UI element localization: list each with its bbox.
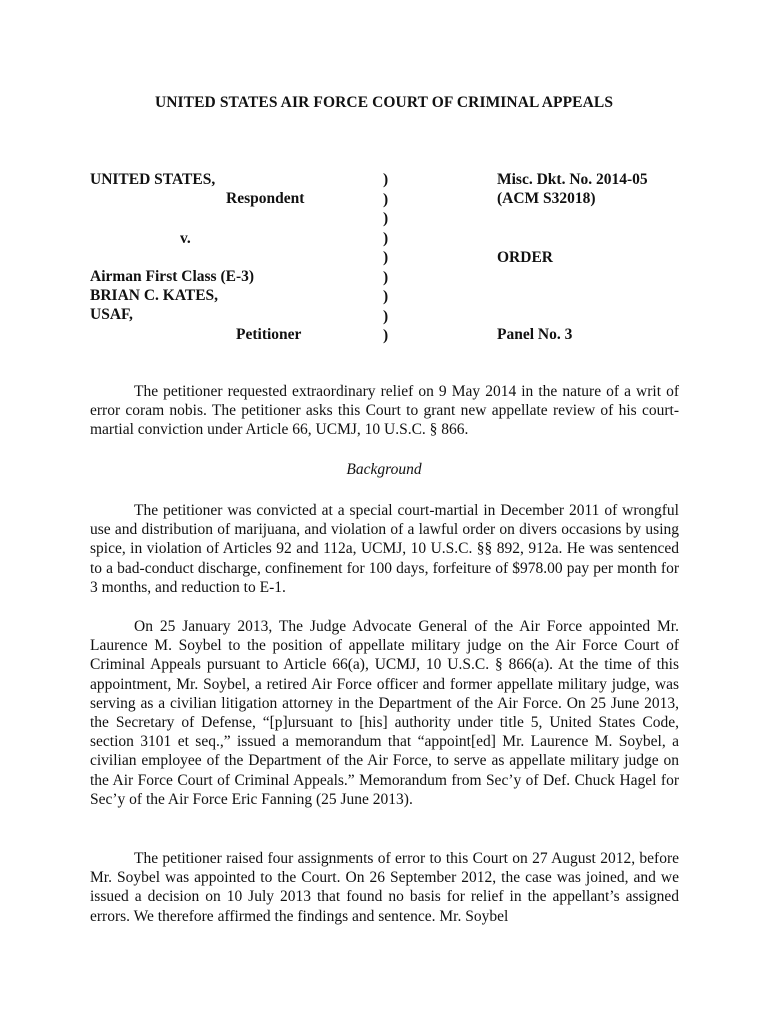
body-paragraph: On 25 January 2013, The Judge Advocate General of the Air Force appointed Mr. Laurence M. Soybel to the position of appellate military judge on the Air Force Court of Criminal Appeals pursuant to Article 66(a), UCMJ, 10 U.S.C. § 866(a). At the time of this appointment, Mr. Soybel, a retired Air Force officer and former appellate military judge, was serving as a civilian litigation attorney in the Department of the Air Force. On 25 June 2013, the Secretary of Defense, “[p]ursuant to [his] authority under title 5, United States Code, section 3101 et seq.,” issued a memorandum that “appoint[ed] Mr. Laurence M. Soybel, a civilian employee of the Department of the Air Force, to serve as appellate military judge on the Air Force Court of Criminal Appeals.” Memorandum from Sec’y of Def. Chuck Hagel for Sec’y of the Air Force Eric Fanning (25 June 2013).: [90, 618, 679, 808]
caption-paren: ): [383, 268, 389, 286]
party1-name: UNITED STATES,: [90, 171, 216, 188]
caption-paren: ): [383, 229, 389, 247]
caption-paren: ): [383, 327, 389, 344]
party2-rank: Airman First Class (E-3): [90, 268, 255, 285]
party2-role: Petitioner: [236, 326, 302, 343]
caption-divider: [383, 170, 388, 346]
body-paragraph: The petitioner was convicted at a special court-martial in December 2011 of wrongful use and distribution of marijuana, and violation of a lawful order on divers occasions by using spice, in violation of Articles 92 and 112a, UCMJ, 10 U.S.C. §§ 892, 912a. He was sentenced to a bad-conduct discharge, confinement for 100 days, forfeiture of $978.00 pay per month for 3 months, and reduction to E-1.: [90, 502, 679, 596]
caption-paren: ): [383, 171, 389, 188]
body-paragraph-2-section: [90, 617, 679, 809]
intro-section: [90, 382, 679, 440]
versus: v.: [180, 230, 191, 247]
body-paragraph: The petitioner raised four assignments of error to this Court on 27 August 2012, before Mr. Soybel was appointed to the Court. On 26 September 2012, the case was joined, and we issued a decision on 10 July 2013 that found no basis for relief in the appellant’s assigned errors. We therefore affirmed the findings and sentence. Mr. Soybel: [90, 850, 679, 925]
caption-paren: ): [383, 307, 389, 325]
intro-paragraph: The petitioner requested extraordinary relief on 9 May 2014 in the nature of a writ of error coram nobis. The petitioner asks this Court to grant new appellate review of his court-martial conviction under Article 66, UCMJ, 10 U.S.C. § 866.: [90, 383, 679, 439]
acm-number: (ACM S32018): [497, 190, 596, 207]
docket-number: Misc. Dkt. No. 2014-05: [497, 171, 648, 188]
case-caption: [90, 170, 690, 350]
party2-name: BRIAN C. KATES,: [90, 287, 219, 304]
body-paragraph-3-section: [90, 849, 679, 926]
caption-paren: ): [383, 249, 389, 266]
order-label: ORDER: [497, 249, 553, 266]
caption-paren: ): [383, 288, 389, 305]
court-title: UNITED STATES AIR FORCE COURT OF CRIMINAL APPEALS: [154, 94, 614, 111]
caption-paren: ): [383, 210, 389, 227]
background-heading: Background: [346, 461, 422, 478]
party1-role: Respondent: [226, 190, 305, 207]
panel-number: Panel No. 3: [497, 326, 573, 343]
party2-service: USAF,: [90, 306, 133, 323]
caption-paren: ): [383, 190, 389, 208]
body-paragraph-1-section: [90, 501, 679, 597]
